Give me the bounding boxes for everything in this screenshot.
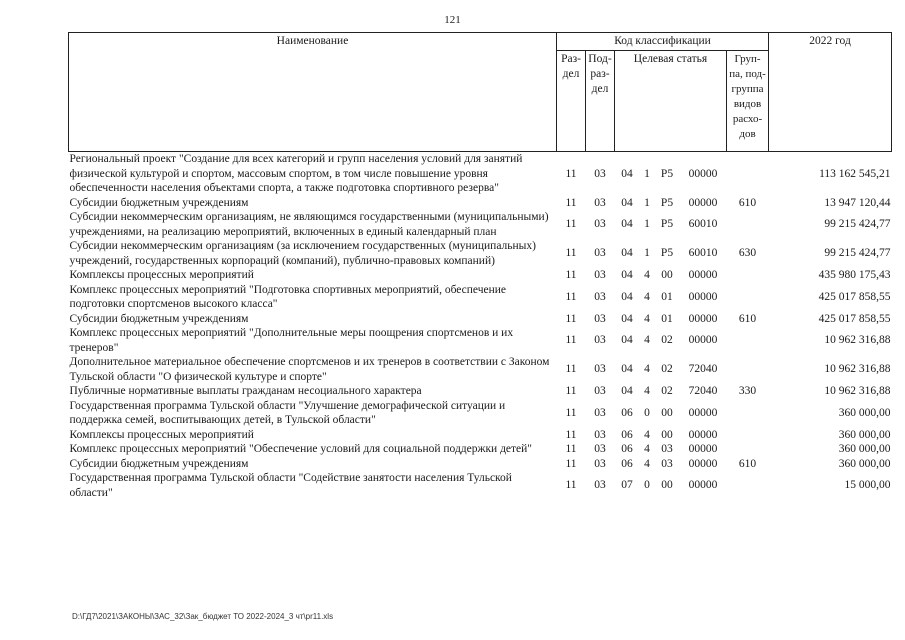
cell-c4: 00000 xyxy=(688,312,718,325)
cell-c4: 00000 xyxy=(688,334,718,347)
header-target: Целевая статья xyxy=(615,51,727,152)
cell-c4: 00000 xyxy=(688,428,718,441)
table-row xyxy=(69,428,892,443)
cell-amount: 360 000,00 xyxy=(838,428,891,441)
cell-name: Комплексы процессных мероприятий xyxy=(69,428,254,441)
page-number: 121 xyxy=(444,14,461,26)
table-row xyxy=(69,268,892,283)
cell-amount: 435 980 175,43 xyxy=(818,269,891,281)
file-path-footer: D:\ГД7\2021\ЗАКОНЫ\ЗАС_32\Зак_бюджет ТО 2022-2024_3 чт\pr11.xls xyxy=(72,612,334,621)
cell-vid xyxy=(727,428,769,443)
cell-podrazdel: 03 xyxy=(594,334,606,347)
cell-c2: 4 xyxy=(644,457,650,470)
cell-c1: 04 xyxy=(621,218,633,231)
table-row xyxy=(69,239,892,268)
cell-name: Субсидии некоммерческим организациям (за исключением государственных (муниципальных) учреждений, государственных корпораций (компаний), публично-правовых компаний) xyxy=(69,240,536,267)
cell-c3: 01 xyxy=(661,290,673,303)
table-row xyxy=(69,312,892,327)
cell-c2: 1 xyxy=(644,247,650,260)
cell-c3: P5 xyxy=(660,196,674,209)
cell-razdel: 11 xyxy=(565,457,577,470)
table-row xyxy=(69,326,892,355)
cell-c3: P5 xyxy=(660,167,674,180)
cell-c3: 00 xyxy=(661,269,673,281)
table-row xyxy=(69,399,892,428)
table-row xyxy=(69,355,892,384)
cell-c4: 00000 xyxy=(688,196,718,209)
cell-razdel: 11 xyxy=(565,290,577,303)
cell-name: Субсидии бюджетным учреждениям xyxy=(69,312,249,325)
cell-vid: 610 xyxy=(738,196,757,209)
cell-c3: P5 xyxy=(660,247,674,260)
cell-podrazdel: 03 xyxy=(594,363,606,376)
cell-name: Государственная программа Тульской области "Улучшение демографической ситуации и поддержка семей, воспитывающих детей, в Тульской области" xyxy=(69,399,506,426)
cell-name: Субсидии бюджетным учреждениям xyxy=(69,196,249,209)
cell-podrazdel: 03 xyxy=(594,457,606,470)
cell-amount: 360 000,00 xyxy=(838,406,891,419)
cell-vid: 610 xyxy=(738,457,757,470)
cell-c4: 60010 xyxy=(688,218,718,231)
cell-vid xyxy=(727,326,769,355)
cell-amount: 10 962 316,88 xyxy=(824,334,891,347)
cell-name: Дополнительное материальное обеспечение спортсменов и их тренеров в соответствии с Законом Тульской области "О физической культуре и спорте" xyxy=(69,356,550,383)
cell-razdel: 11 xyxy=(565,312,577,325)
cell-podrazdel: 03 xyxy=(594,443,606,455)
cell-c3: 00 xyxy=(661,428,673,441)
cell-c2: 4 xyxy=(644,269,650,281)
header-group: Груп- па, под- группа видов расхо- дов xyxy=(727,51,769,152)
cell-c1: 04 xyxy=(621,385,633,397)
cell-c2: 0 xyxy=(644,479,650,492)
cell-name: Комплекс процессных мероприятий "Обеспечение условий для социальной поддержки детей" xyxy=(69,443,532,455)
cell-vid xyxy=(727,355,769,384)
cell-c4: 00000 xyxy=(688,406,718,419)
cell-vid xyxy=(727,471,769,500)
cell-razdel: 11 xyxy=(565,406,577,419)
cell-c1: 06 xyxy=(621,457,633,470)
cell-vid xyxy=(727,210,769,239)
cell-podrazdel: 03 xyxy=(594,406,606,419)
cell-c1: 04 xyxy=(621,196,633,209)
cell-podrazdel: 03 xyxy=(594,385,606,397)
cell-razdel: 11 xyxy=(565,443,577,455)
cell-amount: 99 215 424,77 xyxy=(824,218,891,231)
budget-table xyxy=(68,32,892,500)
header-name: Наименование xyxy=(69,33,557,152)
cell-c2: 4 xyxy=(644,290,650,303)
table-row xyxy=(69,196,892,211)
cell-razdel: 11 xyxy=(565,269,577,281)
cell-c1: 04 xyxy=(621,167,633,180)
cell-c3: 02 xyxy=(661,363,673,376)
cell-c4: 00000 xyxy=(688,479,718,492)
cell-amount: 10 962 316,88 xyxy=(824,385,891,397)
header-row-1 xyxy=(69,33,892,51)
cell-c4: 00000 xyxy=(688,457,718,470)
cell-vid: 630 xyxy=(738,247,757,260)
cell-c2: 4 xyxy=(644,312,650,325)
cell-razdel: 11 xyxy=(565,247,577,260)
cell-c1: 04 xyxy=(621,312,633,325)
cell-c3: 02 xyxy=(661,385,673,397)
cell-c1: 06 xyxy=(621,443,633,455)
cell-c2: 4 xyxy=(644,334,650,347)
header-section: Раз- дел xyxy=(557,51,586,152)
cell-c1: 04 xyxy=(621,247,633,260)
cell-amount: 425 017 858,55 xyxy=(818,312,891,325)
cell-vid xyxy=(727,152,769,196)
cell-razdel: 11 xyxy=(565,196,577,209)
cell-podrazdel: 03 xyxy=(594,196,606,209)
cell-name: Публичные нормативные выплаты гражданам несоциального характера xyxy=(69,385,422,397)
cell-razdel: 11 xyxy=(565,385,577,397)
cell-c2: 4 xyxy=(644,363,650,376)
cell-vid xyxy=(727,399,769,428)
cell-name: Субсидии некоммерческим организациям, не являющимся государственными (муниципальными) учреждениями, на реализацию мероприятий, включенных в единый календарный план xyxy=(69,211,549,238)
table-row xyxy=(69,152,892,196)
cell-podrazdel: 03 xyxy=(594,290,606,303)
cell-vid: 610 xyxy=(738,312,757,325)
cell-c4: 00000 xyxy=(688,443,718,455)
cell-c3: P5 xyxy=(660,218,674,231)
cell-vid xyxy=(727,442,769,457)
cell-amount: 113 162 545,21 xyxy=(819,167,891,180)
cell-name: Субсидии бюджетным учреждениям xyxy=(69,457,249,470)
cell-podrazdel: 03 xyxy=(594,269,606,281)
cell-c3: 03 xyxy=(661,443,673,455)
cell-podrazdel: 03 xyxy=(594,167,606,180)
cell-podrazdel: 03 xyxy=(594,312,606,325)
cell-name: Государственная программа Тульской области "Содействие занятости населения Тульской области" xyxy=(69,472,512,499)
cell-podrazdel: 03 xyxy=(594,479,606,492)
cell-amount: 10 962 316,88 xyxy=(824,363,891,376)
table-row xyxy=(69,210,892,239)
cell-vid xyxy=(727,268,769,283)
table-row xyxy=(69,457,892,472)
cell-c1: 06 xyxy=(621,406,633,419)
table-row xyxy=(69,283,892,312)
cell-c4: 60010 xyxy=(688,247,718,260)
cell-c4: 00000 xyxy=(688,167,718,180)
cell-c3: 03 xyxy=(661,457,673,470)
cell-razdel: 11 xyxy=(565,479,577,492)
cell-c1: 07 xyxy=(621,479,633,492)
cell-c2: 4 xyxy=(644,385,650,397)
cell-razdel: 11 xyxy=(565,334,577,347)
cell-c1: 06 xyxy=(621,428,633,441)
cell-c3: 00 xyxy=(661,479,673,492)
table-body xyxy=(69,152,892,501)
table-row xyxy=(69,442,892,457)
cell-name: Комплекс процессных мероприятий "Подготовка спортивных мероприятий, обеспечение подготовки спортсменов высокого класса" xyxy=(69,283,507,310)
cell-podrazdel: 03 xyxy=(594,218,606,231)
cell-c4: 72040 xyxy=(688,363,718,376)
cell-podrazdel: 03 xyxy=(594,428,606,441)
cell-name: Комплексы процессных мероприятий xyxy=(69,269,254,281)
cell-name: Комплекс процессных мероприятий "Дополнительные меры поощрения спортсменов и их тренеров" xyxy=(69,327,514,354)
cell-amount: 425 017 858,55 xyxy=(818,290,891,303)
header-subsection: Под- раз- дел xyxy=(586,51,615,152)
cell-amount: 360 000,00 xyxy=(838,443,891,455)
cell-c4: 72040 xyxy=(688,385,718,397)
cell-c2: 4 xyxy=(644,443,650,455)
cell-amount: 15 000,00 xyxy=(844,479,891,492)
cell-c3: 01 xyxy=(661,312,673,325)
cell-razdel: 11 xyxy=(565,218,577,231)
cell-name: Региональный проект "Создание для всех категорий и групп населения условий для занятий физической культурой и спортом, массовым спортом, в том числе повышение уровня обеспеченности населения объектами спорта, а также подготовка спортивного резерва" xyxy=(69,153,523,194)
cell-c1: 04 xyxy=(621,363,633,376)
cell-c3: 00 xyxy=(661,406,673,419)
cell-c2: 4 xyxy=(644,428,650,441)
cell-vid: 330 xyxy=(738,385,757,397)
cell-c4: 00000 xyxy=(688,269,718,281)
cell-c2: 0 xyxy=(644,406,650,419)
cell-c2: 1 xyxy=(644,218,650,231)
cell-c3: 02 xyxy=(661,334,673,347)
cell-c1: 04 xyxy=(621,290,633,303)
table-row xyxy=(69,384,892,399)
cell-razdel: 11 xyxy=(565,167,577,180)
cell-vid xyxy=(727,283,769,312)
cell-amount: 13 947 120,44 xyxy=(824,196,891,209)
cell-c2: 1 xyxy=(644,167,650,180)
cell-c4: 00000 xyxy=(688,290,718,303)
header-classification: Код классификации xyxy=(557,33,769,51)
cell-razdel: 11 xyxy=(565,428,577,441)
cell-amount: 360 000,00 xyxy=(838,457,891,470)
cell-podrazdel: 03 xyxy=(594,247,606,260)
cell-c1: 04 xyxy=(621,334,633,347)
table-row xyxy=(69,471,892,500)
cell-razdel: 11 xyxy=(565,363,577,376)
header-year: 2022 год xyxy=(769,33,892,152)
cell-amount: 99 215 424,77 xyxy=(824,247,891,260)
cell-c1: 04 xyxy=(621,269,633,281)
cell-c2: 1 xyxy=(644,196,650,209)
